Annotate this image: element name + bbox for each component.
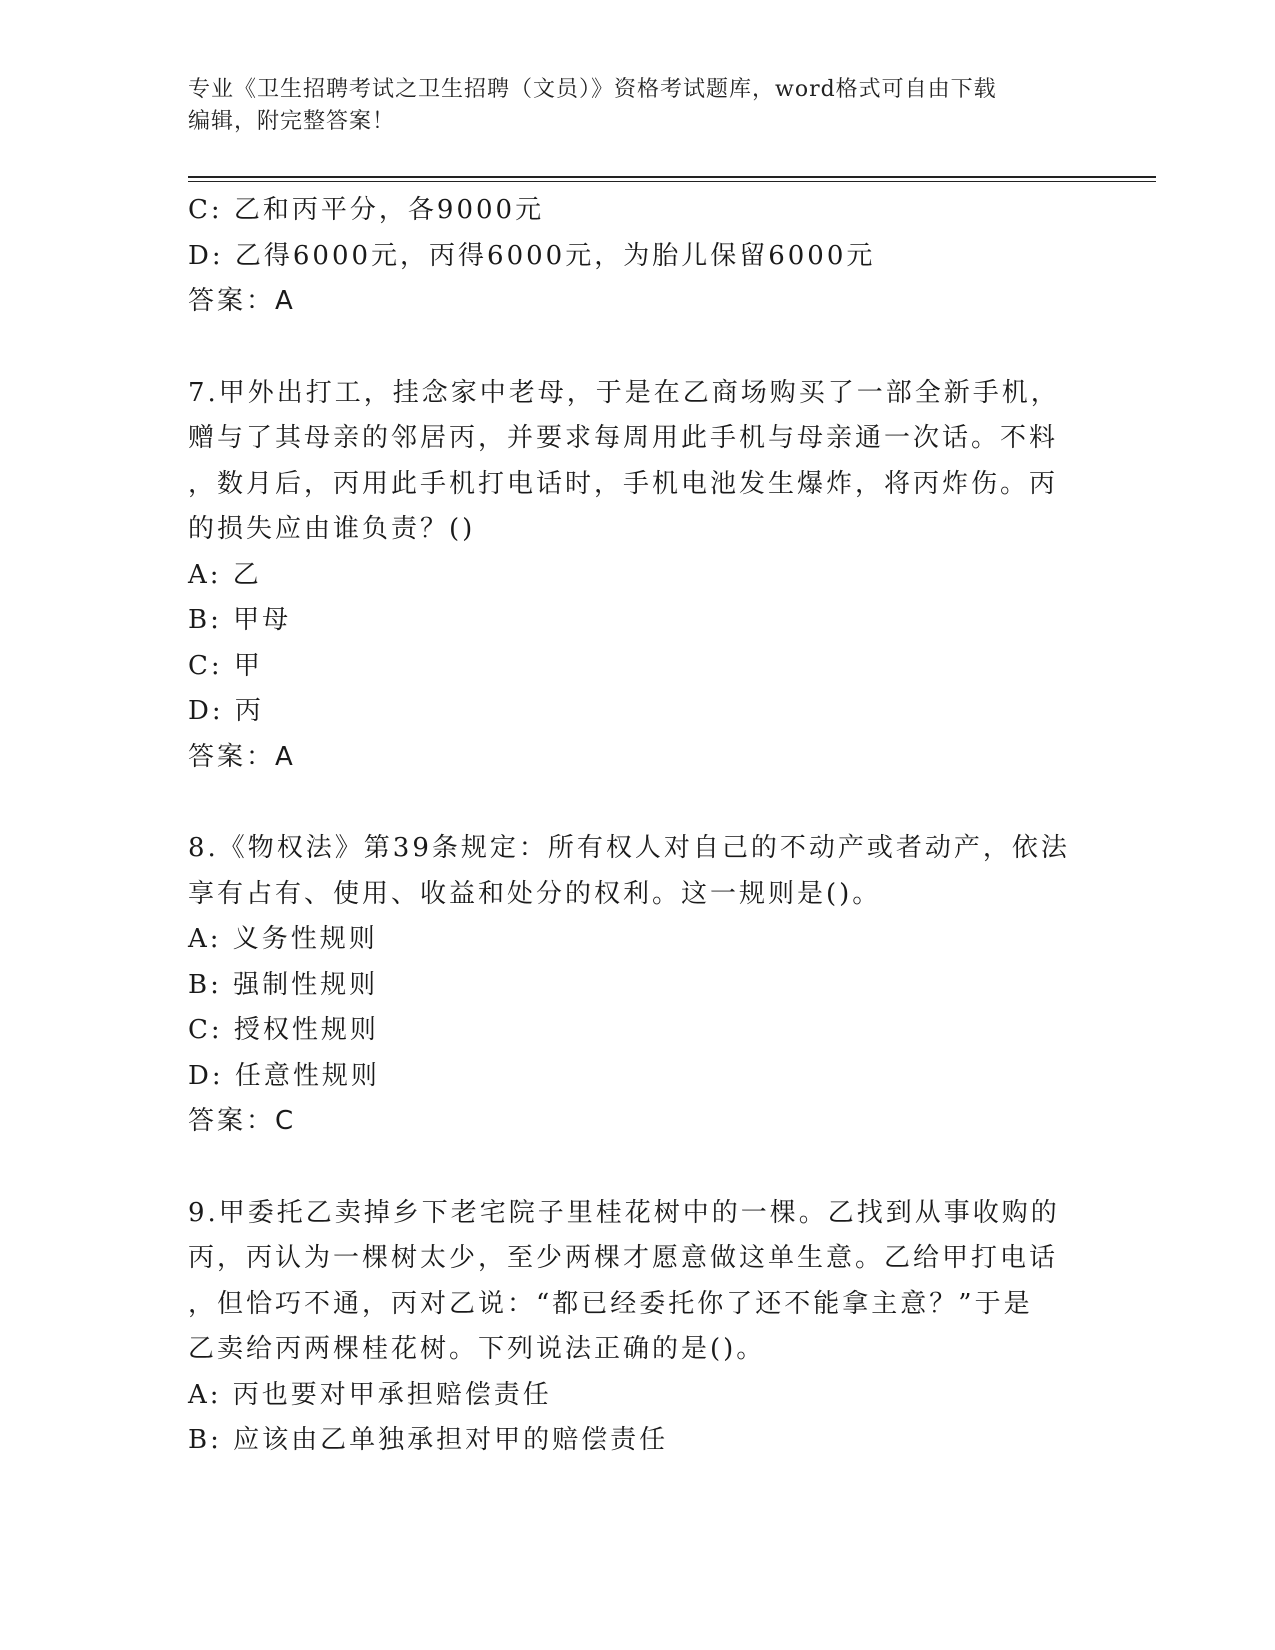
spacer <box>188 1145 1088 1191</box>
question-9 <box>188 1191 1088 1464</box>
question-stem-line: 7.甲外出打工，挂念家中老母，于是在乙商场购买了一部全新手机， <box>188 377 1060 408</box>
option-c: C: 乙和丙平分，各9000元 <box>188 195 545 225</box>
question-stem-line: 丙，丙认为一棵树太少，至少两棵才愿意做这单生意。乙给甲打电话 <box>188 1243 1059 1273</box>
option-a: A: 乙 <box>188 559 262 590</box>
spacer <box>188 780 1088 826</box>
question-6-continued <box>188 188 1088 325</box>
option-d: D: 丙 <box>188 696 264 726</box>
document-body <box>188 188 1088 1464</box>
option-d: D: 任意性规则 <box>188 1060 380 1091</box>
option-c: C: 甲 <box>188 650 263 681</box>
option-a: A: 丙也要对甲承担赔偿责任 <box>188 1379 552 1410</box>
option-c: C: 授权性规则 <box>188 1015 379 1045</box>
question-stem-line: 乙卖给丙两棵桂花树。下列说法正确的是()。 <box>188 1334 766 1364</box>
question-stem-line: 享有占有、使用、收益和处分的权利。这一规则是()。 <box>188 878 882 909</box>
header-line-1: 专业《卫生招聘考试之卫生招聘（文员）》资格考试题库，word格式可自由下载 <box>188 77 997 102</box>
question-stem-line: 8.《物权法》第39条规定：所有权人对自己的不动产或者动产，依法 <box>188 833 1070 863</box>
header-rule-thin <box>188 181 1156 182</box>
option-b: B: 应该由乙单独承担对甲的赔偿责任 <box>188 1425 669 1455</box>
answer-line: 答案：A <box>188 286 296 316</box>
header-rule-thick <box>188 176 1156 178</box>
answer-line: 答案：A <box>188 741 296 772</box>
option-a: A: 义务性规则 <box>188 924 378 954</box>
answer-line: 答案：C <box>188 1106 297 1136</box>
question-stem-line: 赠与了其母亲的邻居丙，并要求每周用此手机与母亲通一次话。不料 <box>188 423 1059 453</box>
option-d: D: 乙得6000元，丙得6000元，为胎儿保留6000元 <box>188 240 876 271</box>
option-b: B: 强制性规则 <box>188 969 379 1000</box>
question-stem-line: 9.甲委托乙卖掉乡下老宅院子里桂花树中的一棵。乙找到从事收购的 <box>188 1197 1060 1228</box>
question-8 <box>188 826 1088 1145</box>
page-header <box>188 74 1088 138</box>
option-b: B: 甲母 <box>188 605 292 635</box>
question-stem-line: ，但恰巧不通，丙对乙说：“都已经委托你了还不能拿主意？”于是 <box>188 1288 1033 1319</box>
question-stem-line: 的损失应由谁负责？() <box>188 514 476 544</box>
spacer <box>188 325 1088 371</box>
question-stem-line: ，数月后，丙用此手机打电话时，手机电池发生爆炸，将丙炸伤。丙 <box>188 468 1059 499</box>
question-7 <box>188 371 1088 781</box>
header-line-2: 编辑，附完整答案！ <box>188 109 396 134</box>
